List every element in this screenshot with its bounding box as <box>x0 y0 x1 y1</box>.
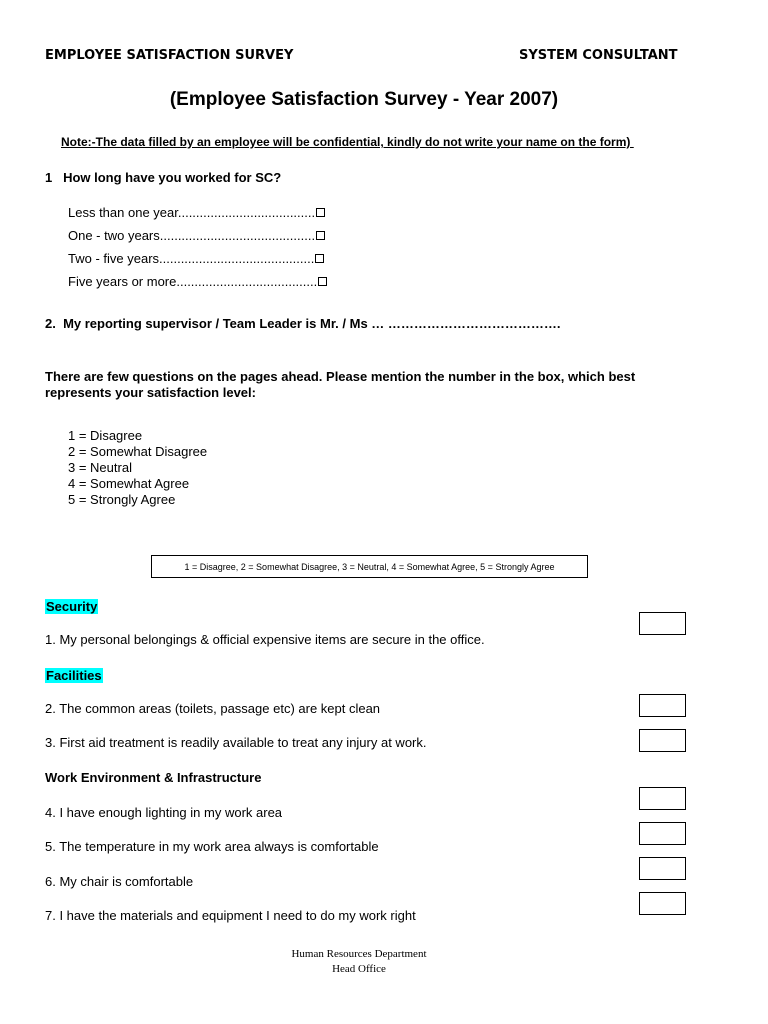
q1-option-two-five-years <box>68 251 324 266</box>
scale-item: 5 = Strongly Agree <box>68 492 176 507</box>
scale-list <box>68 428 207 508</box>
answer-box-q4[interactable] <box>639 787 686 810</box>
question-item: 5. The temperature in my work area always is comfortable <box>45 839 379 854</box>
instructions: There are few questions on the pages ahead. Please mention the number in the box, which best represents your satisfaction level: <box>45 369 636 400</box>
question-item: 3. First aid treatment is readily available to treat any injury at work. <box>45 735 427 750</box>
q1-option-label: Five years or more....................................... <box>68 274 318 289</box>
section-security <box>45 598 98 616</box>
answer-box-q5[interactable] <box>639 822 686 845</box>
question-item: 4. I have enough lighting in my work area <box>45 805 283 820</box>
q1-option-one-two-years <box>68 228 325 243</box>
question-2-label: 2. My reporting supervisor / Team Leader is Mr. / Ms … …………………………………. <box>45 316 561 331</box>
question-item: 6. My chair is comfortable <box>45 874 194 889</box>
answer-box-q6[interactable] <box>639 857 686 880</box>
section-heading: Security <box>46 599 98 614</box>
checkbox[interactable] <box>316 208 325 217</box>
scale-item: 4 = Somewhat Agree <box>68 476 190 491</box>
scale-legend-box: 1 = Disagree, 2 = Somewhat Disagree, 3 = Neutral, 4 = Somewhat Agree, 5 = Strongly Agree <box>151 555 588 578</box>
question-item: 1. My personal belongings & official expensive items are secure in the office. <box>45 632 485 647</box>
question-item: 7. I have the materials and equipment I need to do my work right <box>45 908 416 923</box>
q1-option-label: Less than one year...................................... <box>68 205 316 220</box>
section-work-environment: Work Environment & Infrastructure <box>45 770 262 785</box>
q1-option-label: One - two years........................................... <box>68 228 316 243</box>
q1-option-five-years-or-more <box>68 274 327 289</box>
page-title: (Employee Satisfaction Survey - Year 2007) <box>169 89 559 110</box>
answer-box-q1[interactable] <box>639 612 686 635</box>
confidentiality-note: Note:-The data filled by an employee will be confidential, kindly do not write your name on the form) <box>61 135 634 149</box>
question-1-label: 1 How long have you worked for SC? <box>45 170 282 185</box>
answer-box-q2[interactable] <box>639 694 686 717</box>
q1-option-less-than-one-year <box>68 205 325 220</box>
header-right: SYSTEM CONSULTANT <box>519 48 678 63</box>
q1-option-label: Two - five years........................................... <box>68 251 315 266</box>
checkbox[interactable] <box>318 277 327 286</box>
checkbox[interactable] <box>316 231 325 240</box>
answer-box-q3[interactable] <box>639 729 686 752</box>
scale-item: 2 = Somewhat Disagree <box>68 444 208 459</box>
checkbox[interactable] <box>315 254 324 263</box>
section-facilities <box>45 667 103 685</box>
section-heading: Facilities <box>46 668 102 683</box>
scale-item: 1 = Disagree <box>68 428 143 443</box>
answer-box-q7[interactable] <box>639 892 686 915</box>
scale-item: 3 = Neutral <box>68 460 132 475</box>
footer-department: Human Resources Department <box>291 948 427 960</box>
header-left: EMPLOYEE SATISFACTION SURVEY <box>45 48 294 63</box>
question-item: 2. The common areas (toilets, passage etc) are kept clean <box>45 701 381 716</box>
footer-office: Head Office <box>332 963 386 975</box>
